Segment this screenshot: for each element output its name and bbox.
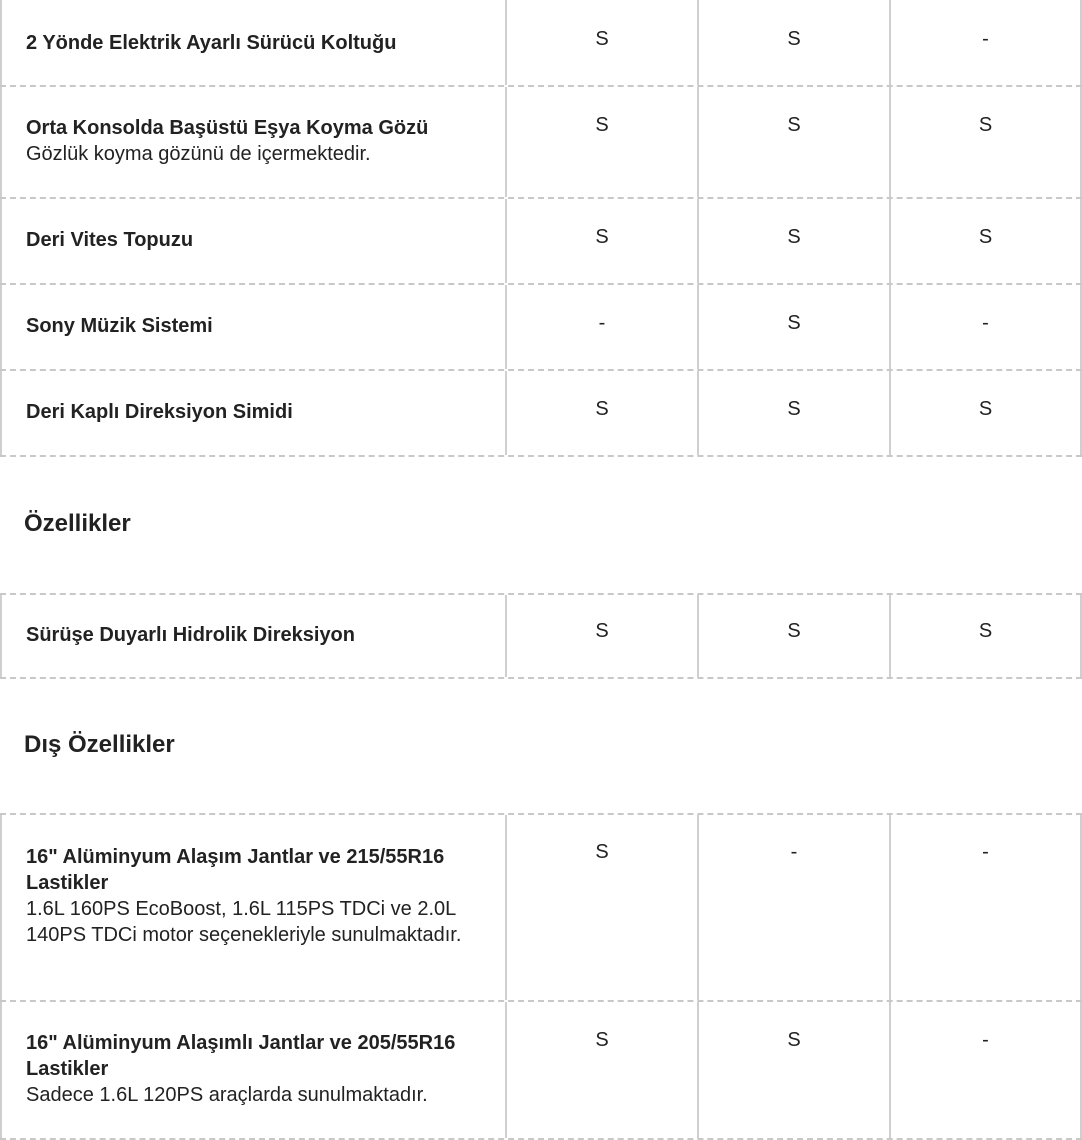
table-row — [0, 1002, 1082, 1140]
feature-title: Orta Konsolda Başüstü Eşya Koyma Gözü — [26, 117, 429, 139]
value-cell: - — [697, 815, 889, 1000]
value-cell: S — [697, 285, 889, 369]
value-cell: S — [505, 1002, 697, 1138]
value-cell: S — [505, 595, 697, 677]
feature-name-cell — [0, 285, 505, 369]
value-cell: S — [889, 199, 1082, 283]
section-heading: Özellikler — [24, 510, 131, 537]
table-row — [0, 371, 1082, 457]
value-cell: S — [697, 1002, 889, 1138]
value-cell: S — [697, 595, 889, 677]
table-row — [0, 813, 1082, 1002]
feature-title: 16" Alüminyum Alaşım Jantlar ve 215/55R16 Lastikler — [26, 846, 445, 894]
table-row — [0, 199, 1082, 285]
features-table — [0, 593, 1082, 679]
value-cell: - — [889, 1002, 1082, 1138]
value-cell: S — [697, 199, 889, 283]
table-row — [0, 0, 1082, 87]
value-cell: S — [889, 371, 1082, 455]
value-cell: - — [889, 285, 1082, 369]
feature-name-cell — [0, 199, 505, 283]
value-cell: S — [505, 199, 697, 283]
feature-description: Sadece 1.6L 120PS araçlarda sunulmaktadır. — [26, 1084, 428, 1106]
value-cell: S — [697, 371, 889, 455]
feature-name-cell — [0, 815, 505, 1000]
table-row — [0, 285, 1082, 371]
feature-description: Gözlük koyma gözünü de içermektedir. — [26, 143, 371, 165]
value-cell: - — [889, 0, 1082, 85]
interior-features-table — [0, 0, 1082, 457]
exterior-features-table — [0, 813, 1082, 1140]
value-cell: S — [697, 87, 889, 197]
table-row — [0, 87, 1082, 199]
value-cell: S — [889, 87, 1082, 197]
value-cell: S — [505, 371, 697, 455]
feature-title: Deri Kaplı Direksiyon Simidi — [26, 401, 293, 423]
value-cell: - — [889, 815, 1082, 1000]
value-cell: S — [505, 815, 697, 1000]
feature-description: 1.6L 160PS EcoBoost, 1.6L 115PS TDCi ve 2.0L 140PS TDCi motor seçenekleriyle sunulmaktadır. — [26, 898, 462, 946]
feature-name-cell — [0, 371, 505, 455]
feature-title: Sony Müzik Sistemi — [26, 315, 213, 337]
feature-title: 16" Alüminyum Alaşımlı Jantlar ve 205/55R16 Lastikler — [26, 1032, 456, 1080]
section-heading: Dış Özellikler — [24, 731, 175, 758]
value-cell: S — [505, 0, 697, 85]
feature-name-cell — [0, 595, 505, 677]
value-cell: S — [505, 87, 697, 197]
feature-title: 2 Yönde Elektrik Ayarlı Sürücü Koltuğu — [26, 32, 397, 54]
value-cell: S — [889, 595, 1082, 677]
feature-name-cell — [0, 87, 505, 197]
value-cell: S — [697, 0, 889, 85]
value-cell: - — [505, 285, 697, 369]
feature-title: Sürüşe Duyarlı Hidrolik Direksiyon — [26, 624, 355, 646]
table-row — [0, 593, 1082, 679]
feature-name-cell — [0, 1002, 505, 1138]
feature-name-cell — [0, 0, 505, 85]
feature-title: Deri Vites Topuzu — [26, 229, 194, 251]
